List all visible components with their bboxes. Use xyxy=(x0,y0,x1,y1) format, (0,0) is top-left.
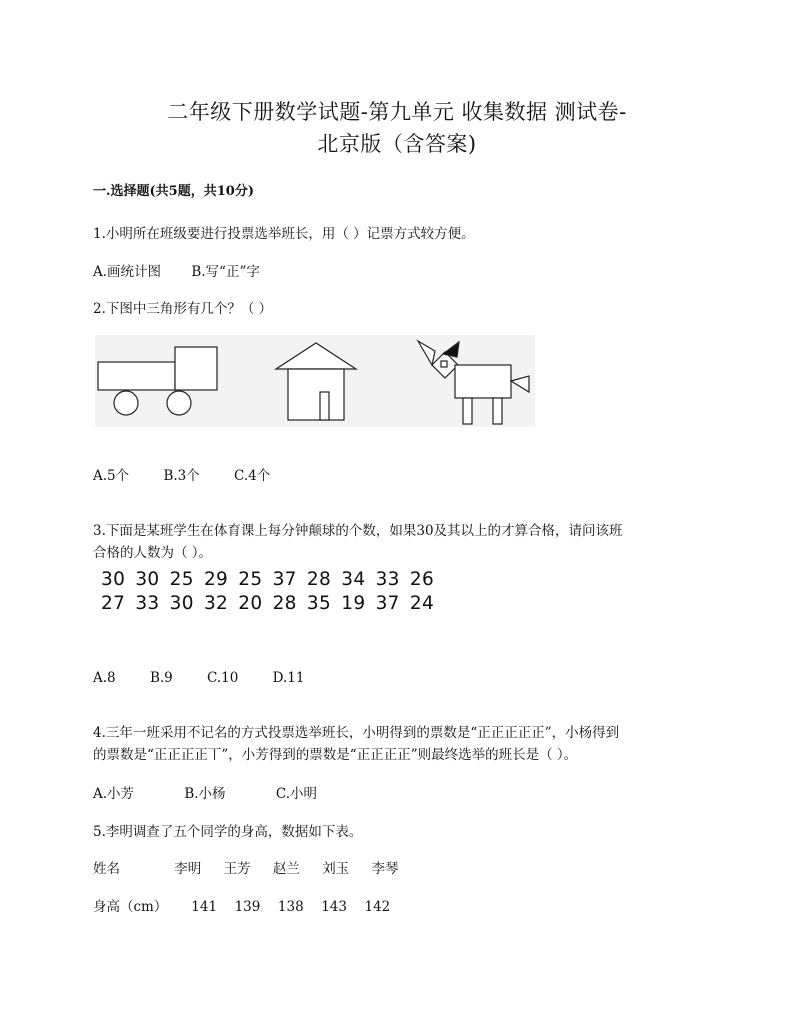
option-b: B.3个 xyxy=(163,468,200,484)
question-4-text-line-2: 的票数是“正正正正丅”，小芳得到的票数是“正正正正”则最终选举的班长是（ ）。 xyxy=(93,747,578,763)
truck-wheel-left xyxy=(114,391,138,415)
cow-leg-back xyxy=(493,398,502,424)
cow-ear-left xyxy=(418,341,435,365)
section-heading: 一.选择题(共5题，共10分) xyxy=(93,184,254,199)
cow-eye xyxy=(441,361,447,367)
question-3-text-line-2: 合格的人数为（ ）。 xyxy=(93,545,213,561)
truck-wheel-right xyxy=(167,391,191,415)
option-a: A.8 xyxy=(93,670,116,686)
house-wall xyxy=(288,369,344,420)
row-label-height: 身高（cm） xyxy=(93,899,168,915)
table-cell: 赵兰 xyxy=(272,861,300,877)
data-row-2: 27 33 30 32 20 28 35 19 37 24 xyxy=(101,593,435,614)
table-cell: 李琴 xyxy=(371,861,399,877)
option-a: A.5个 xyxy=(93,468,130,484)
shapes-figure xyxy=(95,335,535,427)
table-cell: 139 xyxy=(234,899,261,915)
house-door xyxy=(320,392,329,420)
option-c: C.4个 xyxy=(234,468,271,484)
option-b: B.小杨 xyxy=(184,786,226,802)
table-cell: 142 xyxy=(364,899,391,915)
title-line-2: 北京版（含答案) xyxy=(317,132,477,156)
table-cell: 138 xyxy=(277,899,304,915)
option-c: C.10 xyxy=(207,670,239,686)
question-4-options xyxy=(93,782,317,802)
title-line-1: 二年级下册数学试题-第九单元 收集数据 测试卷- xyxy=(167,100,627,124)
option-b: B.写“正”字 xyxy=(191,264,260,280)
table-row-heights xyxy=(93,895,403,915)
table-cell: 141 xyxy=(191,899,218,915)
question-4-text-line-1: 4.三年一班采用不记名的方式投票选举班长，小明得到的票数是“正正正正正”，小杨得到 xyxy=(93,725,620,741)
table-cell: 李明 xyxy=(174,861,202,877)
option-a: A.小芳 xyxy=(93,786,135,802)
cow-body xyxy=(455,365,511,398)
shapes-illustration xyxy=(95,335,535,427)
cow-ear-right xyxy=(443,342,459,357)
house-roof xyxy=(276,343,356,369)
option-b: B.9 xyxy=(149,670,173,686)
question-1-text: 1.小明所在班级要进行投票选举班长，用（ ）记票方式较方便。 xyxy=(93,226,475,242)
row-label-name: 姓名 xyxy=(93,861,120,877)
table-cell: 刘玉 xyxy=(322,861,350,877)
cow-leg-front xyxy=(463,398,472,424)
truck-body xyxy=(98,362,175,390)
table-cell: 143 xyxy=(321,899,347,915)
question-5-text: 5.李明调查了五个同学的身高，数据如下表。 xyxy=(93,824,363,840)
question-3-options xyxy=(93,670,304,686)
question-1-options xyxy=(93,260,260,280)
option-c: C.小明 xyxy=(275,786,317,802)
table-cell: 王芳 xyxy=(223,861,251,877)
question-3-text-line-1: 3.下面是某班学生在体育课上每分钟颠球的个数，如果30及其以上的才算合格，请问该班 xyxy=(93,523,623,539)
option-d: D.11 xyxy=(272,670,305,686)
option-a: A.画统计图 xyxy=(93,264,162,280)
data-row-1: 30 30 25 29 25 37 28 34 33 26 xyxy=(101,569,435,590)
question-2-text: 2.下图中三角形有几个？（ ） xyxy=(93,301,273,317)
table-row-names xyxy=(93,857,416,877)
truck-cab xyxy=(175,347,217,390)
question-2-options xyxy=(93,464,270,484)
cow-tail xyxy=(511,376,529,392)
